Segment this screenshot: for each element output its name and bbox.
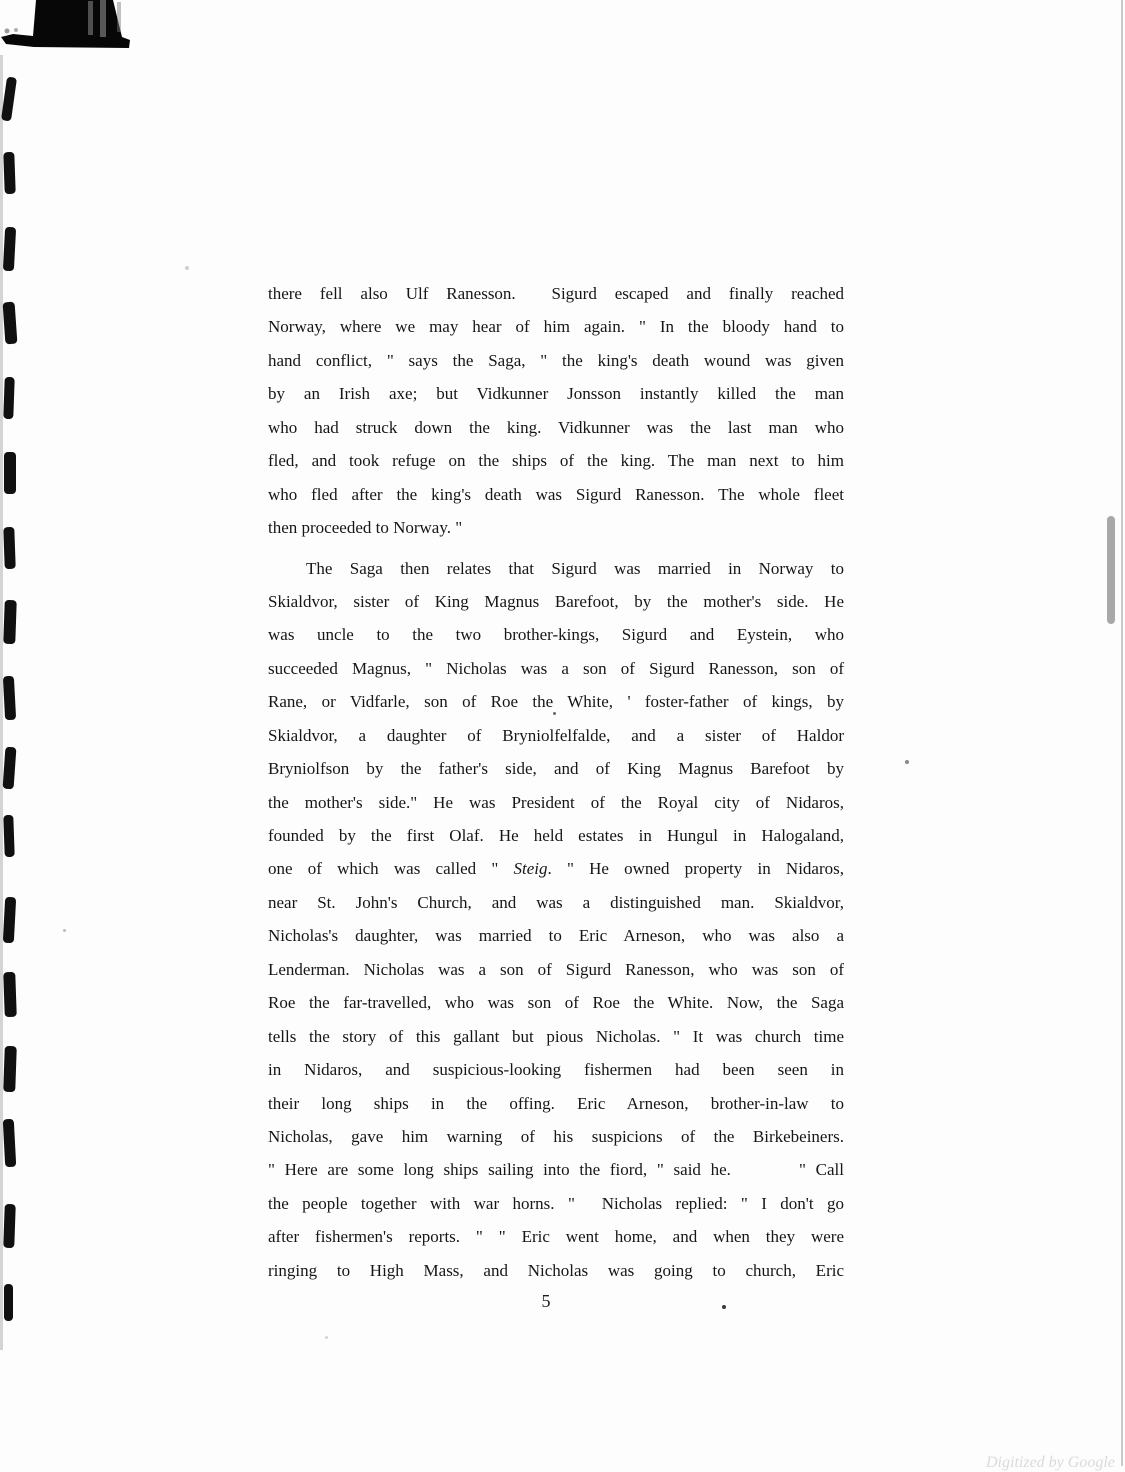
scan-speck — [185, 266, 189, 270]
binding-mark-artifact — [3, 676, 16, 721]
text-line — [268, 1153, 844, 1186]
text-run: Skialdvor, a daughter of Bryniolfelfalde, and a sister of Haldor — [268, 725, 844, 745]
text-line — [268, 986, 844, 1019]
text-run: Bryniolfson by the father's side, and of King Magnus Barefoot by — [268, 759, 844, 779]
text-line — [268, 444, 844, 477]
text-line — [268, 377, 844, 410]
paragraph — [268, 552, 844, 1288]
text-line — [268, 1220, 844, 1253]
text-run: Nicholas, gave him warning of his suspicions of the Birkebeiners. — [268, 1126, 844, 1146]
scan-speck — [905, 760, 909, 764]
text-line — [268, 919, 844, 952]
text-run: ringing to High Mass, and Nicholas was going to church, Eric — [268, 1260, 844, 1280]
text-line — [268, 552, 844, 585]
text-run: fled, and took refuge on the ships of the king. The man next to him — [268, 451, 844, 471]
text-line — [268, 1053, 844, 1086]
text-run: Skialdvor, sister of King Magnus Barefoot, by the mother's side. He — [268, 591, 844, 611]
text-run: Lenderman. Nicholas was a son of Sigurd Ranesson, who was son of — [268, 959, 844, 979]
text-run: the mother's side." He was President of the Royal city of Nidaros, — [268, 792, 844, 812]
text-run: there fell also Ulf Ranesson. Sigurd escaped and finally reached — [268, 284, 844, 303]
text-run: succeeded Magnus, " Nicholas was a son of Sigurd Ranesson, son of — [268, 658, 844, 678]
text-run: who had struck down the king. Vidkunner was the last man who — [268, 417, 844, 437]
text-line — [268, 1187, 844, 1220]
text-run: founded by the first Olaf. He held estates in Hungul in Halogaland, — [268, 826, 844, 845]
page-edge-shadow — [0, 55, 3, 1350]
text-run: after fishermen's reports. " " Eric went home, and when they were — [268, 1227, 844, 1247]
text-line — [268, 685, 844, 718]
text-line — [268, 953, 844, 986]
text-line — [268, 1087, 844, 1120]
scan-speck — [325, 1336, 328, 1339]
scan-speck — [63, 929, 66, 932]
scrollbar-thumb[interactable] — [1107, 516, 1115, 624]
text-line — [268, 752, 844, 785]
binding-mark-artifact — [3, 227, 16, 272]
text-line — [268, 277, 844, 310]
viewport-edge-line — [1121, 0, 1123, 1466]
binding-mark-artifact — [4, 1284, 13, 1321]
text-run: Rane, or Vidfarle, son of Roe the White, ' foster-father of kings, by — [268, 692, 844, 712]
binding-mark-artifact — [3, 897, 16, 944]
text-line — [268, 886, 844, 919]
binding-mark-artifact — [1, 77, 17, 122]
text-run: hand conflict, " says the Saga, " the king's death wound was given — [268, 350, 844, 370]
text-line — [268, 511, 844, 544]
text-run: near St. John's Church, and was a distinguished man. Skialdvor, — [268, 892, 844, 912]
text-line — [268, 1254, 844, 1287]
text-line — [268, 652, 844, 685]
text-line — [268, 786, 844, 819]
text-run: The Saga then relates that Sigurd was married in Norway to — [306, 558, 844, 578]
binding-mark-artifact — [3, 527, 15, 569]
text-run: in Nidaros, and suspicious-looking fishermen had been seen in — [268, 1060, 844, 1080]
text-line — [268, 819, 844, 852]
text-line — [268, 852, 844, 885]
text-run: Nicholas's daughter, was married to Eric Arneson, who was also a — [268, 926, 844, 946]
binding-mark-artifact — [3, 972, 17, 1017]
page-number: 5 — [541, 1291, 551, 1312]
text-run: by an Irish axe; but Vidkunner Jonsson instantly killed the man — [268, 384, 844, 404]
text-run: " Here are some long ships sailing into the fiord, " said he. " Call — [268, 1160, 844, 1180]
binding-mark-artifact — [3, 600, 17, 644]
paragraph — [268, 277, 844, 545]
italic-word: Steig — [513, 859, 548, 879]
text-line — [268, 478, 844, 511]
binding-mark-artifact — [3, 1046, 17, 1092]
text-line — [268, 344, 844, 377]
text-line — [268, 585, 844, 618]
text-line — [268, 719, 844, 752]
ink-blob-artifact — [0, 0, 140, 52]
text-run: their long ships in the offing. Eric Arneson, brother-in-law to — [268, 1093, 844, 1113]
text-run: was uncle to the two brother-kings, Sigurd and Eystein, who — [268, 625, 844, 645]
binding-mark-artifact — [3, 1204, 16, 1248]
watermark-text: Digitized by Google — [986, 1454, 1115, 1471]
text-run: one of which was called " — [268, 859, 514, 879]
text-line — [268, 1120, 844, 1153]
text-run: . " He owned property in Nidaros, — [547, 859, 844, 879]
binding-mark-artifact — [3, 1119, 16, 1168]
text-run: tells the story of this gallant but pious Nicholas. " It was church time — [268, 1026, 844, 1046]
page-text-block — [268, 277, 844, 1318]
text-line — [268, 1020, 844, 1053]
text-run: Roe the far-travelled, who was son of Roe the White. Now, the Saga — [268, 993, 844, 1013]
binding-mark-artifact — [3, 747, 17, 790]
binding-mark-artifact — [3, 815, 14, 857]
text-run: who fled after the king's death was Sigurd Ranesson. The whole fleet — [268, 484, 844, 504]
binding-mark-artifact — [3, 377, 14, 419]
text-line — [268, 618, 844, 651]
binding-mark-artifact — [3, 152, 15, 194]
text-line — [268, 310, 844, 343]
text-run: Norway, where we may hear of him again. " In the bloody hand to — [268, 317, 844, 337]
binding-mark-artifact — [4, 452, 16, 494]
binding-mark-artifact — [3, 302, 18, 345]
text-line — [268, 411, 844, 444]
text-run: the people together with war horns. " Nicholas replied: " I don't go — [268, 1193, 844, 1213]
text-run: then proceeded to Norway. " — [268, 518, 463, 538]
